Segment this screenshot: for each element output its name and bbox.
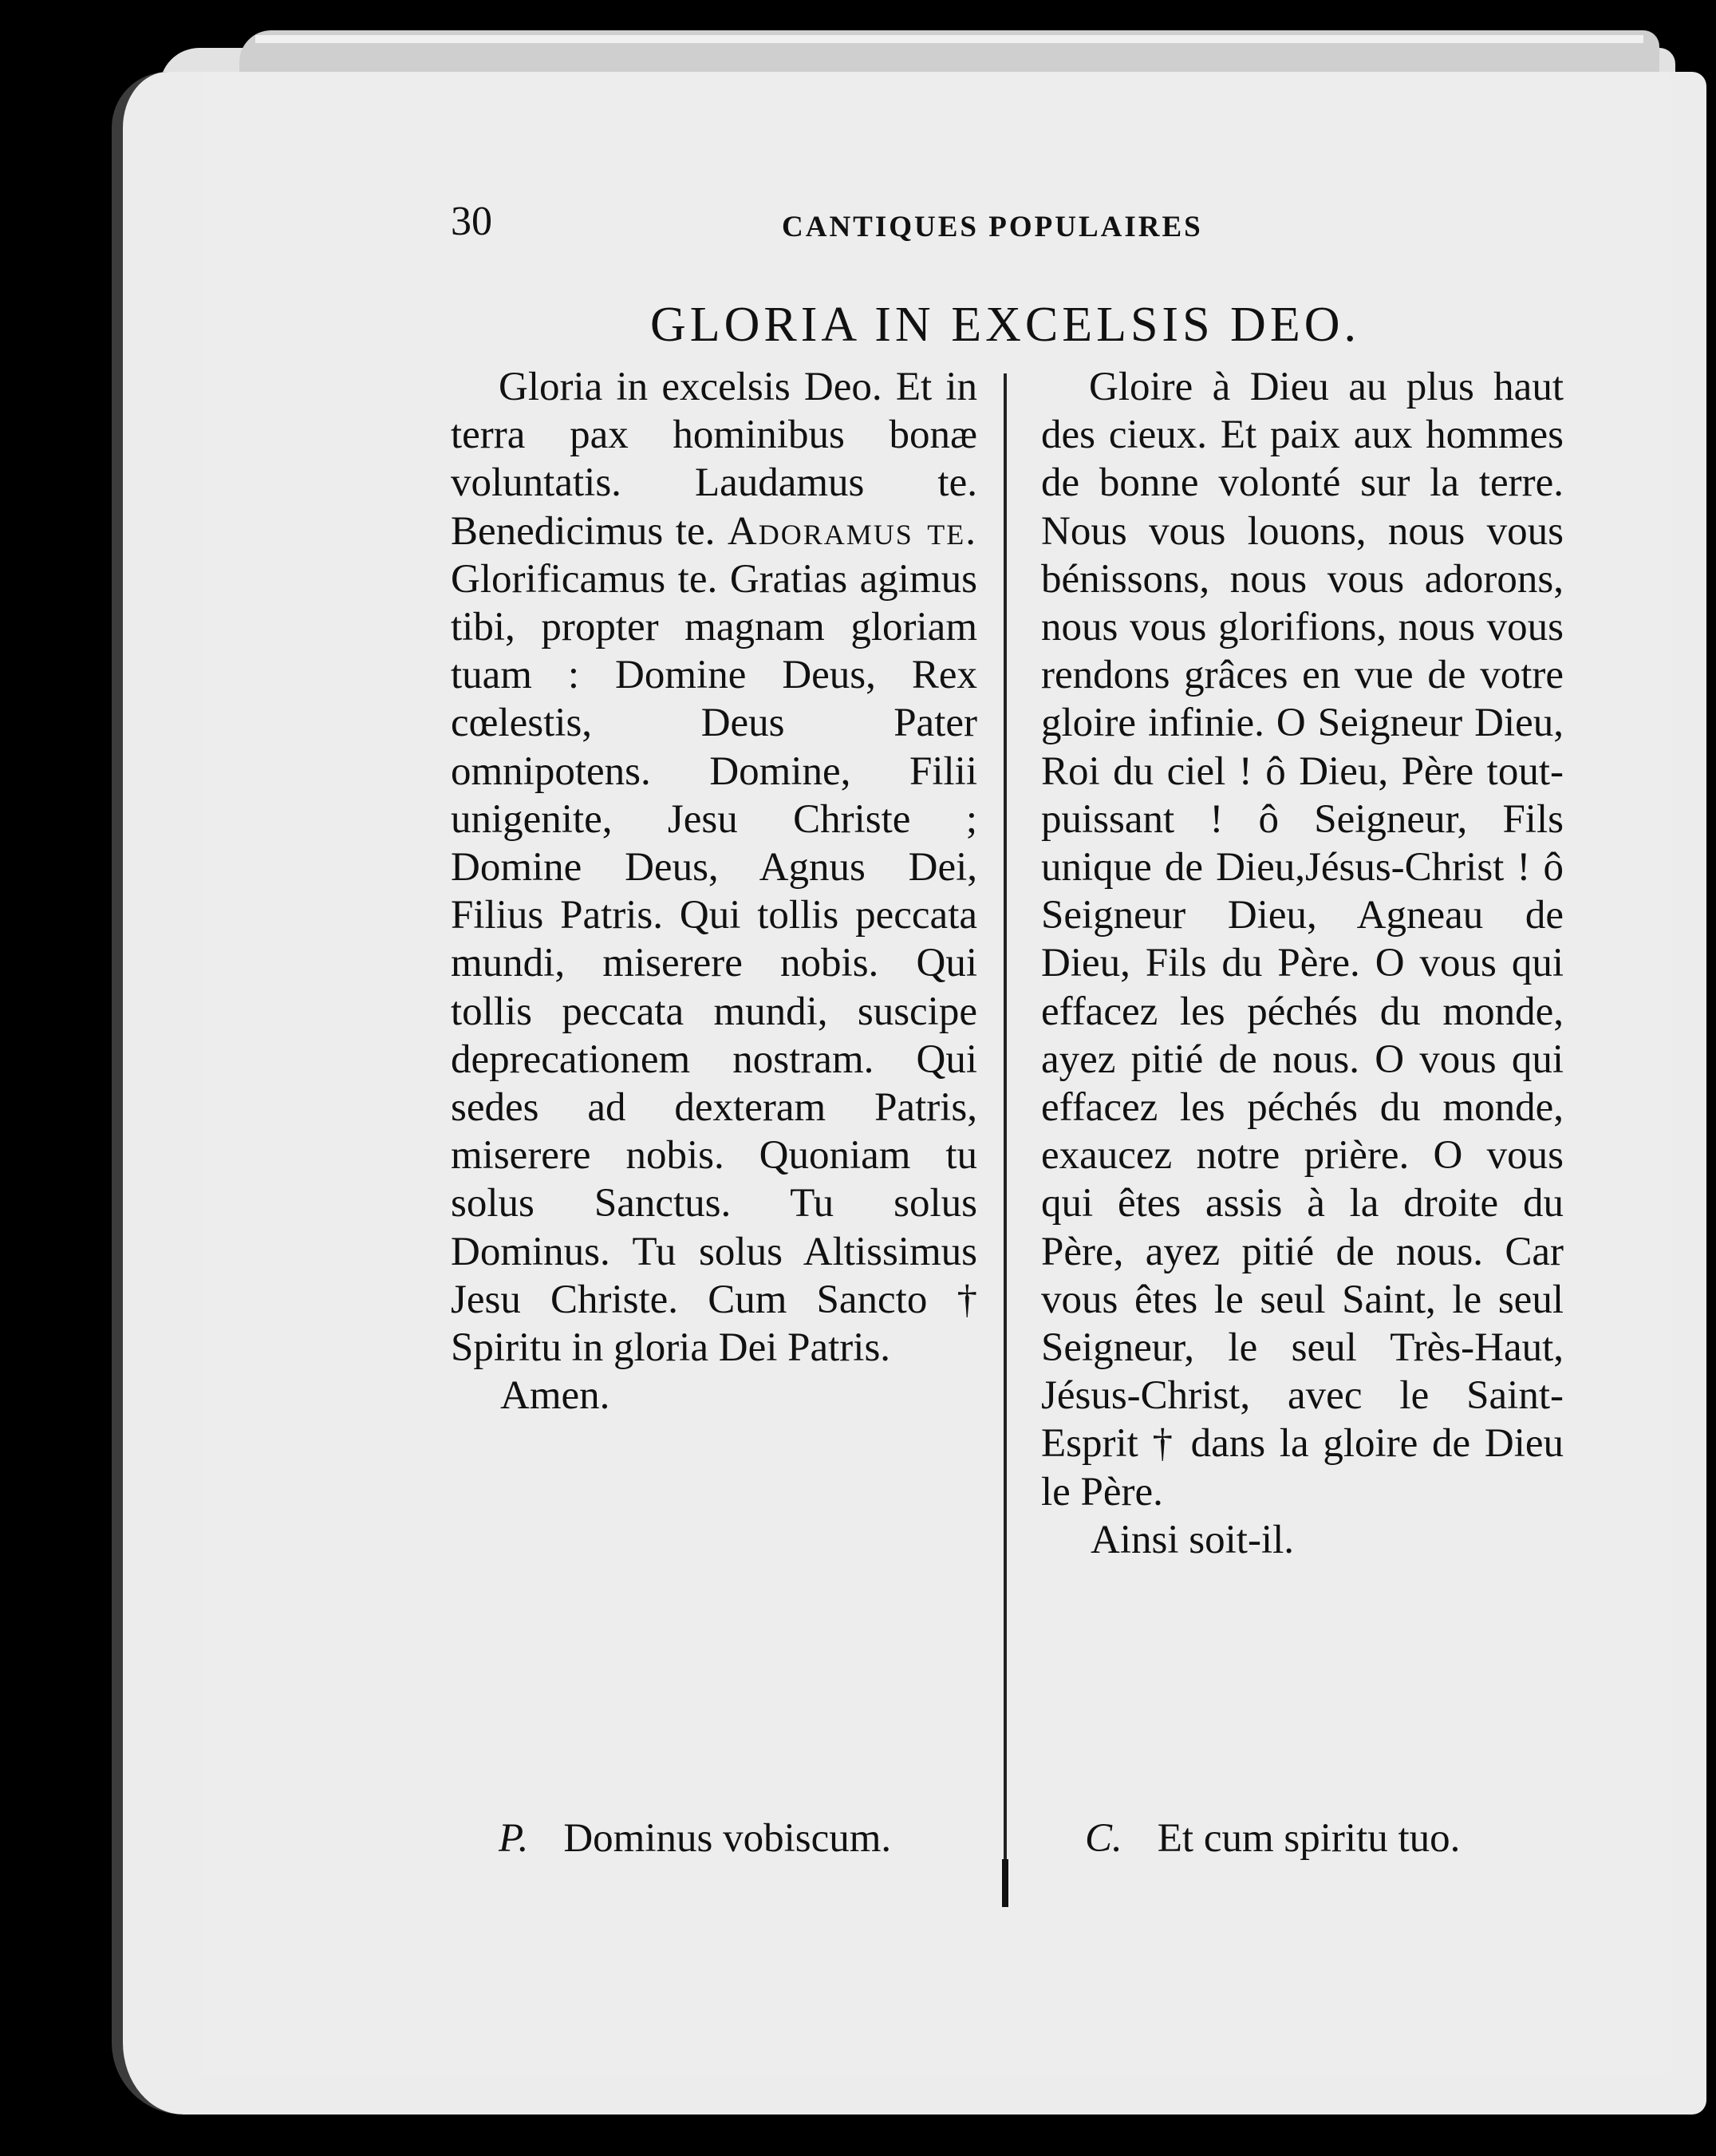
french-text: Gloire à Dieu au plus haut des cieux. Et paix aux hommes de bonne volonté sur la terre. Nous vous louons, nous vous bénissons, nous vous adorons, nous vous glorifions, nous vous rendons grâces en vue de votre gloire infinie. O Seigneur Dieu, Roi du ciel ! ô Dieu, Père tout-puissant ! ô Seigneur, Fils unique de Dieu,Jésus-Christ ! ô Seigneur Dieu, Agneau de Dieu, Fils du Père. O vous qui effacez les péchés du monde, ayez pitié de nous. O vous qui effacez les péchés du monde, exaucez notre prière. O vous qui êtes assis à la droite du Père, ayez pitié de nous. Car vous êtes le seul Saint, le seul Seigneur, le seul Très-Haut, Jésus-Christ, avec le Saint-Esprit † dans la gloire de Dieu le Père.: [1041, 365, 1564, 1514]
book-top-edge: [255, 35, 1643, 43]
priest-text: Dominus vobiscum.: [563, 1816, 892, 1861]
latin-small-caps: Adoramus te.: [727, 508, 977, 554]
priest-response: [499, 1815, 891, 1862]
latin-column: [451, 363, 977, 1420]
priest-abbr: P.: [499, 1816, 529, 1861]
latin-amen: Amen.: [500, 1373, 610, 1419]
latin-text-part1: Gloria in excelsis Deo. Et in terra pax hominibus bonæ voluntatis. Laudamus te. Benedicimus te.: [451, 365, 977, 554]
choir-text: Et cum spiritu tuo.: [1157, 1816, 1461, 1861]
column-divider-end: [1002, 1859, 1008, 1907]
latin-text-part2: Glorificamus te. Gratias agimus tibi, propter magnam gloriam tuam : Domine Deus, Rex cœlestis, Deus Pater omnipotens. Domine, Filii unigenite, Jesu Christe ; Domine Deus, Agnus Dei, Filius Patris. Qui tollis peccata mundi, miserere nobis. Qui tollis peccata mundi, suscipe deprecationem nostram. Qui sedes ad dexteram Patris, miserere nobis. Quoniam tu solus Sanctus. Tu solus Dominus. Tu solus Altissimus Jesu Christe. Cum Sancto † Spiritu in gloria Dei Patris.: [451, 556, 977, 1371]
running-head: CANTIQUES POPULAIRES: [782, 211, 1203, 243]
french-amen: Ainsi soit-il.: [1091, 1517, 1295, 1562]
page-number: 30: [451, 199, 492, 244]
choir-abbr: C.: [1085, 1816, 1122, 1861]
column-divider: [1004, 373, 1007, 1905]
choir-response: [1085, 1815, 1460, 1862]
hymn-title: GLORIA IN EXCELSIS DEO.: [650, 298, 1360, 352]
latin-text: [451, 363, 977, 1372]
french-column: [1041, 363, 1564, 1564]
